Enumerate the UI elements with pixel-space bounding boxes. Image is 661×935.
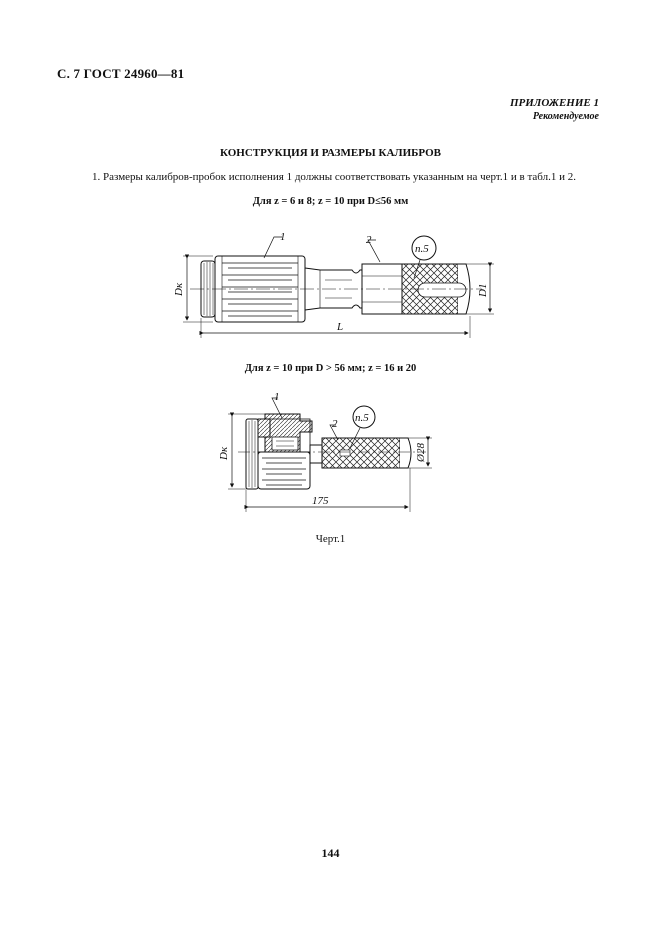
fig2-label-part2: 2 (332, 418, 338, 430)
figure1-caption: Для z = 6 и 8; z = 10 при D≤56 мм (252, 196, 409, 207)
fig1-label-part2: 2 (366, 234, 372, 246)
fig2-note-label: п.5 (355, 412, 369, 424)
fig1-dk-label: Dк (173, 282, 185, 296)
fig2-label-part1: 1 (274, 391, 280, 403)
figure-number-caption: Черт.1 (315, 533, 346, 545)
appendix-title: ПРИЛОЖЕНИЕ 1 (509, 97, 599, 109)
page-header: С. 7 ГОСТ 24960—81 (57, 66, 185, 81)
fig1-note-label: п.5 (415, 243, 429, 255)
appendix-status: Рекомендуемое (532, 111, 599, 122)
fig1-label-part1: 1 (280, 231, 286, 243)
figure2-drawing (228, 398, 432, 512)
fig2-dia-label: Ø28 (415, 443, 427, 462)
fig2-length-label: 175 (312, 495, 329, 507)
page-number: 144 (321, 846, 340, 860)
figure2-caption: Для z = 10 при D > 56 мм; z = 16 и 20 (244, 363, 417, 374)
fig1-length-label: L (337, 321, 344, 333)
section-title: КОНСТРУКЦИЯ И РАЗМЕРЫ КАЛИБРОВ (220, 147, 441, 159)
fig1-d1-label: D1 (477, 283, 489, 297)
body-paragraph: 1. Размеры калибров-пробок исполнения 1 должны соответствовать указанным на черт.1 и в табл.1 и 2. (92, 171, 576, 183)
fig2-dk-label: Dк (218, 446, 230, 460)
